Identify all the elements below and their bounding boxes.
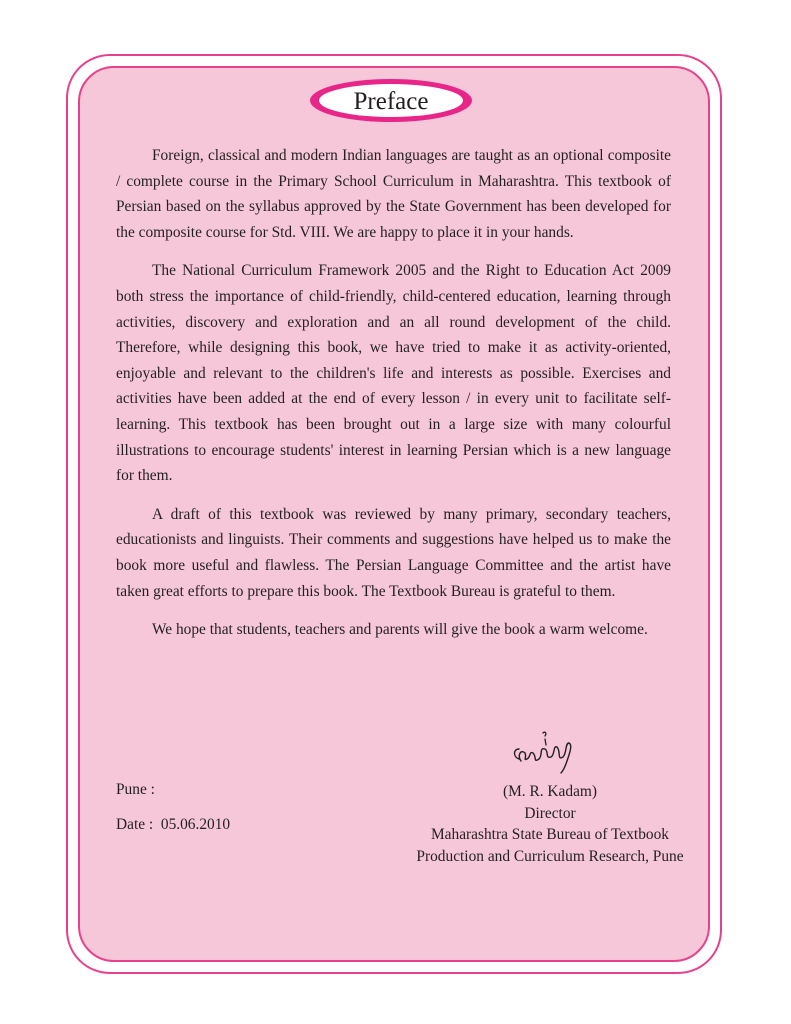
- signatory-name: (M. R. Kadam): [502, 783, 598, 800]
- date-label: Date : 05.06.2010: [116, 816, 231, 833]
- signatory-org-line-2: Production and Curriculum Research, Pune: [416, 847, 684, 865]
- paragraph-3: A draft of this textbook was reviewed by many primary, secondary teachers, educationists and linguists. Their comments and suggestions have helped us to make the book more useful and flawless. The Persian Language Committee and the artist have taken great efforts to prepare this book. The Textbook Bureau is grateful to them.: [116, 505, 671, 600]
- signature-image: [509, 727, 581, 775]
- title-badge-inner: [319, 84, 463, 117]
- paragraph-2: The National Curriculum Framework 2005 and the Right to Education Act 2009 both stress the importance of child-friendly, child-centered education, learning through activities, discovery and exploration and an all round development of the child. Therefore, while designing this book, we have tried to make it as activity-oriented, enjoyable and relevant to the children's life and interests as possible. Exercises and activities have been added at the end of every lesson / in every unit to facilitate self-learning. This textbook has been brought out in a large size with many colourful illustrations to encourage students' interest in learning Persian which is a new language for them.: [116, 262, 671, 485]
- signatory-block: [380, 781, 720, 867]
- signatory-designation: Director: [524, 804, 576, 822]
- page-title: Preface: [353, 87, 429, 115]
- place-label: Pune :: [116, 781, 155, 798]
- signatory-org-line-1: Maharashtra State Bureau of Textbook: [431, 826, 669, 843]
- preface-body: [116, 143, 671, 656]
- paragraph-1: Foreign, classical and modern Indian languages are taught as an optional composite / complete course in the Primary School Curriculum in Maharashtra. This textbook of Persian based on the syllabus approved by the State Government has been developed for the composite course for Std. VIII. We are happy to place it in your hands.: [116, 147, 671, 241]
- title-badge: [310, 79, 472, 122]
- paragraph-4: We hope that students, teachers and parents will give the book a warm welcome.: [152, 621, 648, 639]
